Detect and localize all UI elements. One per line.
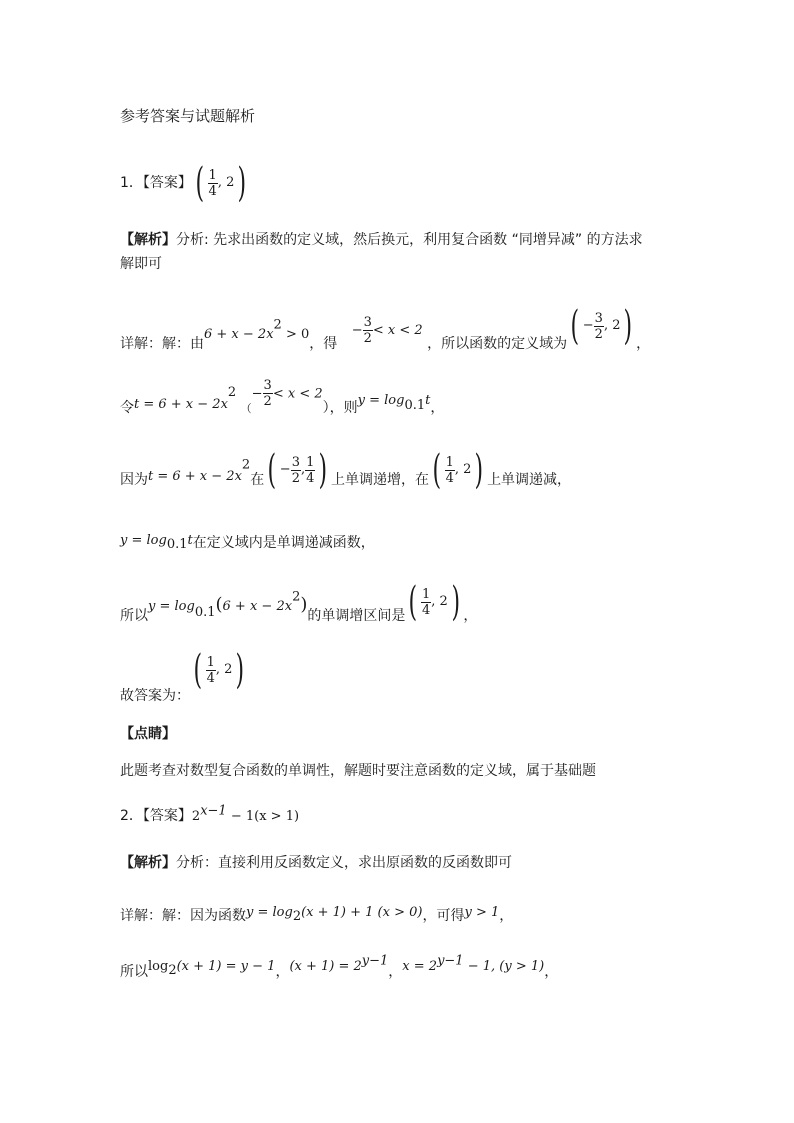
q1-analysis-line1: 【解析】分析: 先求出函数的定义域，然后换元，利用复合函数 “同增异减” 的方法求 <box>120 232 643 248</box>
q1-detail: 详解：解：由$6 + x - 2x^2 > 0$，得 − $\frac{3}{2}$ < x < 2 ，所以函数的定义域为 ( − $\frac{3}{2}$ , 2 ) ， <box>120 303 651 352</box>
q2-detail: 详解：解：因为函数$y = \log_2(x + 1) + 1$ (x > 0)，可得y > 1， <box>120 905 514 924</box>
q1-analysis-line2: 解即可 <box>120 256 162 272</box>
q1-ylog: $y = \log_{0.1}t$在定义域内是单调递减函数， <box>120 533 375 552</box>
q1-so: 所以$y = \log_{0.1}(6 + x - 2x^2)$的单调增区间是 ( $\frac{1}{4}$ , 2 ) ， <box>120 579 478 625</box>
q1-answer-label: 1．【答案】 <box>120 175 192 191</box>
q1-because: 因为$t = 6 + x - 2x^2$在 ( − $\frac{3}{2}$ , $\frac{1}{4}$ ) 上单调递增，在 ( $\frac{1}{4}$ , 2 ) 上单调递减， <box>120 447 572 493</box>
q2-analysis: 【解析】分析：直接利用反函数定义，求出原函数的反函数即可 <box>120 855 512 871</box>
q1-point-text: 此题考查对数型复合函数的单调性，解题时要注意函数的定义域，属于基础题 <box>120 763 596 779</box>
q1-let: 令$t = 6 + x - 2x^2$ $_($− $\frac{3}{2}$ < x < 2），则$y = \log_{0.1}t$， <box>120 378 445 416</box>
q1-answer-interval: ( $\frac{1}{4}$ , 2 ) <box>195 160 247 206</box>
q1-final: 故答案为： ( $\frac{1}{4}$ , 2 ) <box>120 647 245 704</box>
q1-answer <box>120 160 250 206</box>
q2-answer: 2．【答案】$2^{x-1} - 1(x > 1)$ <box>120 803 300 824</box>
q1-point-label: 【点睛】 <box>120 726 176 742</box>
page-heading: 参考答案与试题解析 <box>120 107 256 125</box>
q2-so: 所以$\log_2(x + 1) = y - 1$，$(x + 1) = 2^{y-1}$，$x = 2^{y-1} - 1$, (y > 1)， <box>120 953 559 980</box>
